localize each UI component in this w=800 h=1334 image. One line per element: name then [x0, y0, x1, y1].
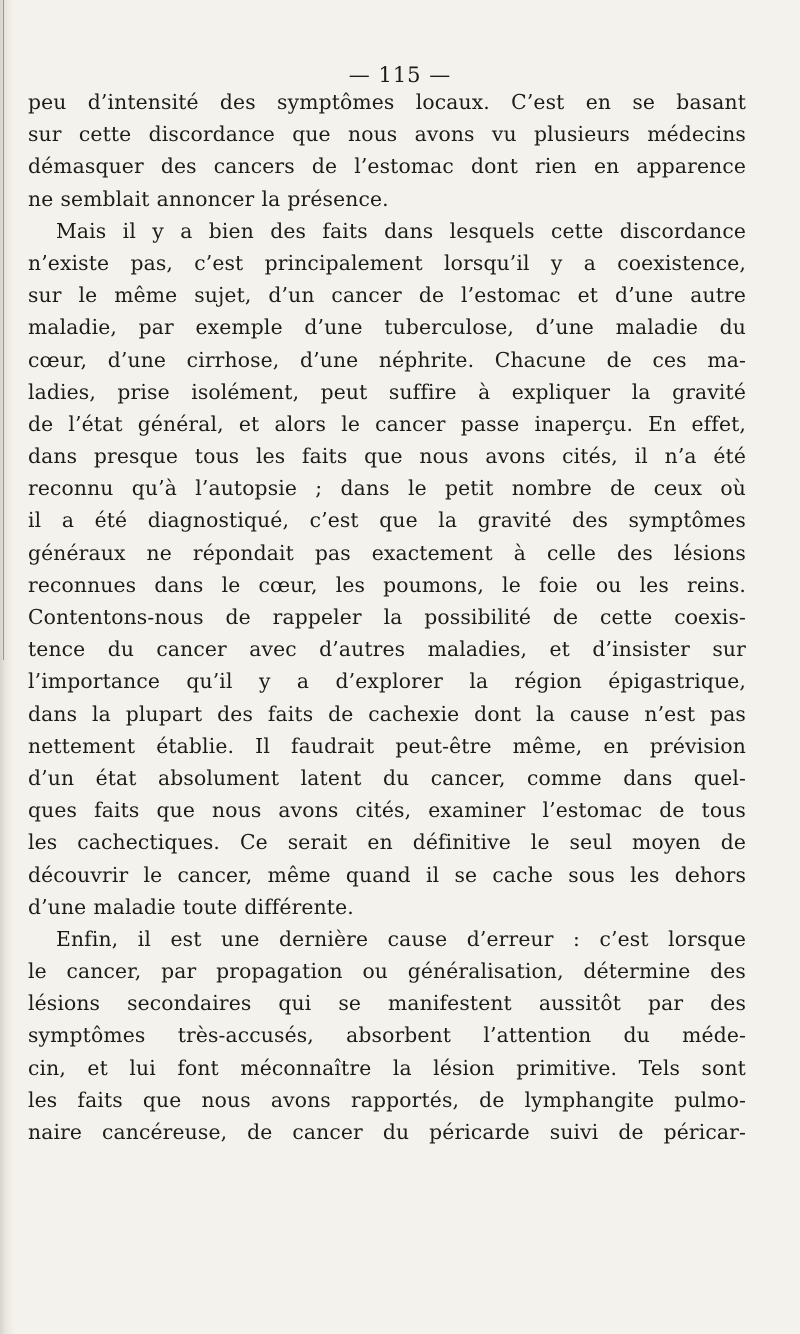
text-line: maladie, par exemple d’une tuberculose, d’une maladie du: [28, 315, 746, 340]
text-line: sur cette discordance que nous avons vu plusieurs médecins: [28, 122, 746, 147]
text-line: découvrir le cancer, même quand il se cache sous les dehors: [28, 862, 746, 887]
text-line: l’importance qu’il y a d’explorer la région épigastrique,: [28, 669, 746, 694]
page-number: — 115 —: [348, 63, 452, 87]
text-line: il a été diagnostiqué, c’est que la gravité des symptômes: [28, 508, 746, 533]
text-line: d’une maladie toute différente.: [28, 894, 354, 919]
text-line: de l’état général, et alors le cancer passe inaperçu. En effet,: [28, 411, 746, 436]
text-line: d’un état absolument latent du cancer, comme dans quel-: [28, 765, 746, 790]
text-line: le cancer, par propagation ou généralisation, détermine des: [28, 959, 746, 984]
text-line: Contentons-nous de rappeler la possibilité de cette coexis-: [28, 605, 746, 629]
text-line: démasquer des cancers de l’estomac dont rien en apparence: [28, 154, 746, 179]
text-line: naire cancéreuse, de cancer du péricarde suivi de péricar-: [28, 1120, 746, 1144]
text-line: Mais il y a bien des faits dans lesquels cette discordance: [56, 218, 746, 243]
text-line: lésions secondaires qui se manifestent aussitôt par des: [28, 991, 746, 1016]
text-line: reconnues dans le cœur, les poumons, le foie ou les reins.: [28, 572, 746, 597]
text-line: Enfin, il est une dernière cause d’erreur : c’est lorsque: [56, 926, 746, 951]
body-text: [28, 86, 746, 1148]
text-line: ne semblait annoncer la présence.: [28, 186, 389, 211]
text-line: cœur, d’une cirrhose, d’une néphrite. Chacune de ces ma-: [28, 347, 746, 372]
text-line: les cachectiques. Ce serait en définitive le seul moyen de: [28, 830, 746, 855]
text-line: sur le même sujet, d’un cancer de l’estomac et d’une autre: [28, 283, 746, 308]
text-line: les faits que nous avons rapportés, de lymphangite pulmo-: [28, 1087, 746, 1112]
text-line: ques faits que nous avons cités, examiner l’estomac de tous: [28, 798, 746, 823]
text-line: symptômes très-accusés, absorbent l’attention du méde-: [28, 1023, 746, 1048]
text-line: dans presque tous les faits que nous avons cités, il n’a été: [28, 444, 746, 469]
text-line: tence du cancer avec d’autres maladies, et d’insister sur: [28, 637, 746, 662]
binding-line: [3, 0, 4, 660]
text-line: dans la plupart des faits de cachexie dont la cause n’est pas: [28, 701, 746, 726]
text-line: cin, et lui font méconnaître la lésion primitive. Tels sont: [28, 1055, 746, 1080]
text-line: ladies, prise isolément, peut suffire à expliquer la gravité: [28, 379, 746, 404]
text-line: reconnu qu’à l’autopsie ; dans le petit nombre de ceux où: [28, 476, 746, 501]
text-line: n’existe pas, c’est principalement lorsqu’il y a coexistence,: [28, 250, 746, 275]
text-line: généraux ne répondait pas exactement à celle des lésions: [28, 540, 746, 565]
text-line: peu d’intensité des symptômes locaux. C’est en se basant: [28, 90, 746, 114]
text-line: nettement établie. Il faudrait peut-être même, en prévision: [28, 733, 746, 758]
